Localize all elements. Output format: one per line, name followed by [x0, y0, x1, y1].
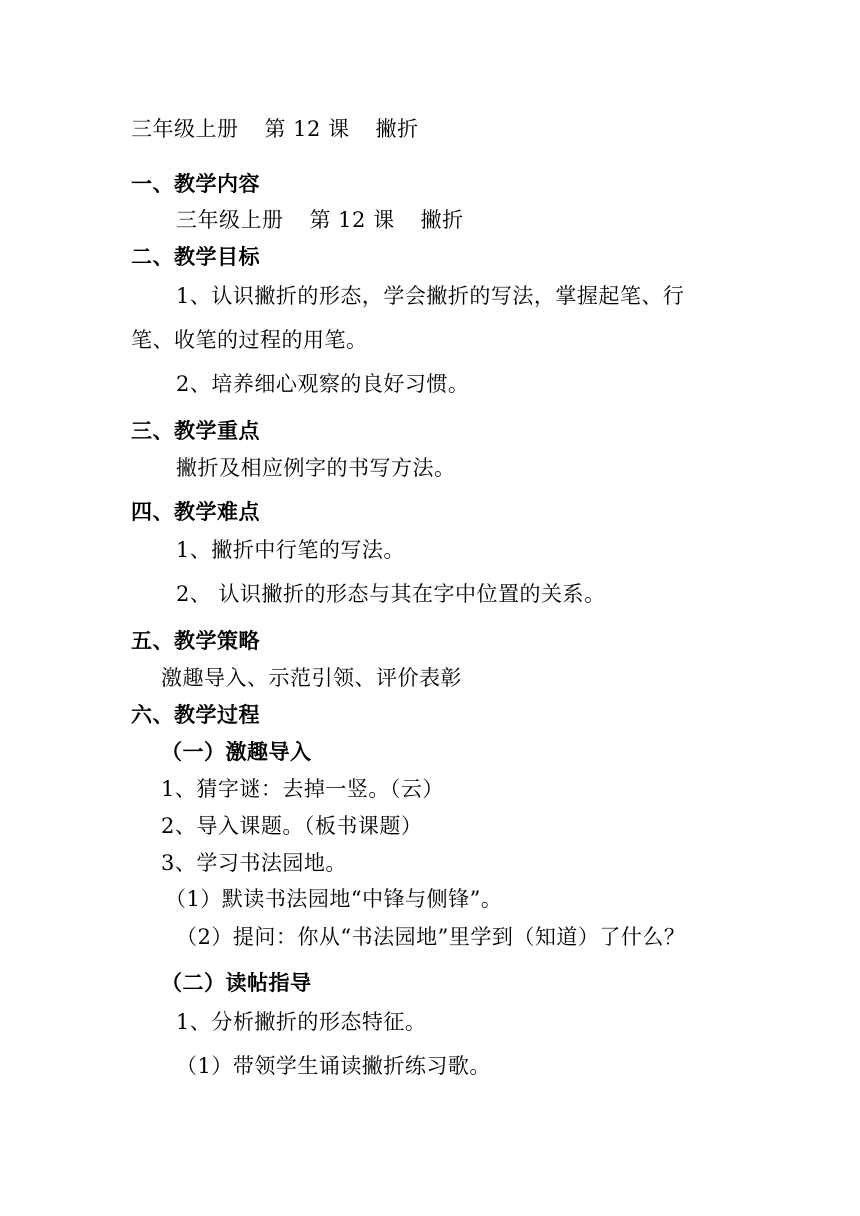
heading-difficulty: 四、教学难点: [131, 500, 260, 524]
process-part2-heading: （二）读帖指导: [161, 971, 312, 995]
content-topic: 撇折: [420, 208, 464, 232]
strategy-text: 激趣导入、示范引领、评价表彰: [161, 666, 462, 690]
content-text: [176, 207, 464, 233]
process-part1-item-3: 3、学习书法园地。: [161, 851, 347, 875]
header-grade: 三年级上册: [131, 117, 239, 141]
goal-item-1-line2: 笔、收笔的过程的用笔。: [131, 328, 368, 352]
goal-item-2: 2、培养细心观察的良好习惯。: [176, 372, 470, 396]
heading-strategy: 五、教学策略: [131, 629, 260, 653]
content-grade: 三年级上册: [176, 208, 284, 232]
process-part1-item-1: 1、猜字谜：去掉一竖。（云）: [161, 777, 444, 801]
content-lesson: 第 12 课: [309, 208, 395, 232]
heading-process: 六、教学过程: [131, 703, 260, 727]
header-lesson: 第 12 课: [264, 117, 350, 141]
process-part1-sub-1: （1）默读书法园地“中锋与侧锋”。: [165, 887, 503, 911]
header-topic: 撇折: [375, 117, 419, 141]
process-part1-sub-2: （2）提问：你从“书法园地”里学到（知道）了什么？: [176, 925, 686, 949]
process-part2-item-1: 1、分析撇折的形态特征。: [176, 1010, 427, 1034]
heading-content: 一、教学内容: [131, 172, 260, 196]
difficulty-item-1: 1、撇折中行笔的写法。: [176, 538, 405, 562]
document-header: [131, 116, 419, 142]
difficulty-item-2: 2、 认识撇折的形态与其在字中位置的关系。: [176, 582, 606, 606]
keypoint-text: 撇折及相应例字的书写方法。: [176, 456, 456, 480]
heading-goals: 二、教学目标: [131, 245, 260, 269]
heading-keypoint: 三、教学重点: [131, 419, 260, 443]
process-part1-heading: （一）激趣导入: [161, 740, 312, 764]
goal-item-1-line1: 1、认识撇折的形态，学会撇折的写法，掌握起笔、行: [176, 284, 685, 308]
process-part2-sub-1: （1）带领学生诵读撇折练习歌。: [176, 1054, 491, 1078]
process-part1-item-2: 2、导入课题。（板书课题）: [161, 814, 423, 838]
